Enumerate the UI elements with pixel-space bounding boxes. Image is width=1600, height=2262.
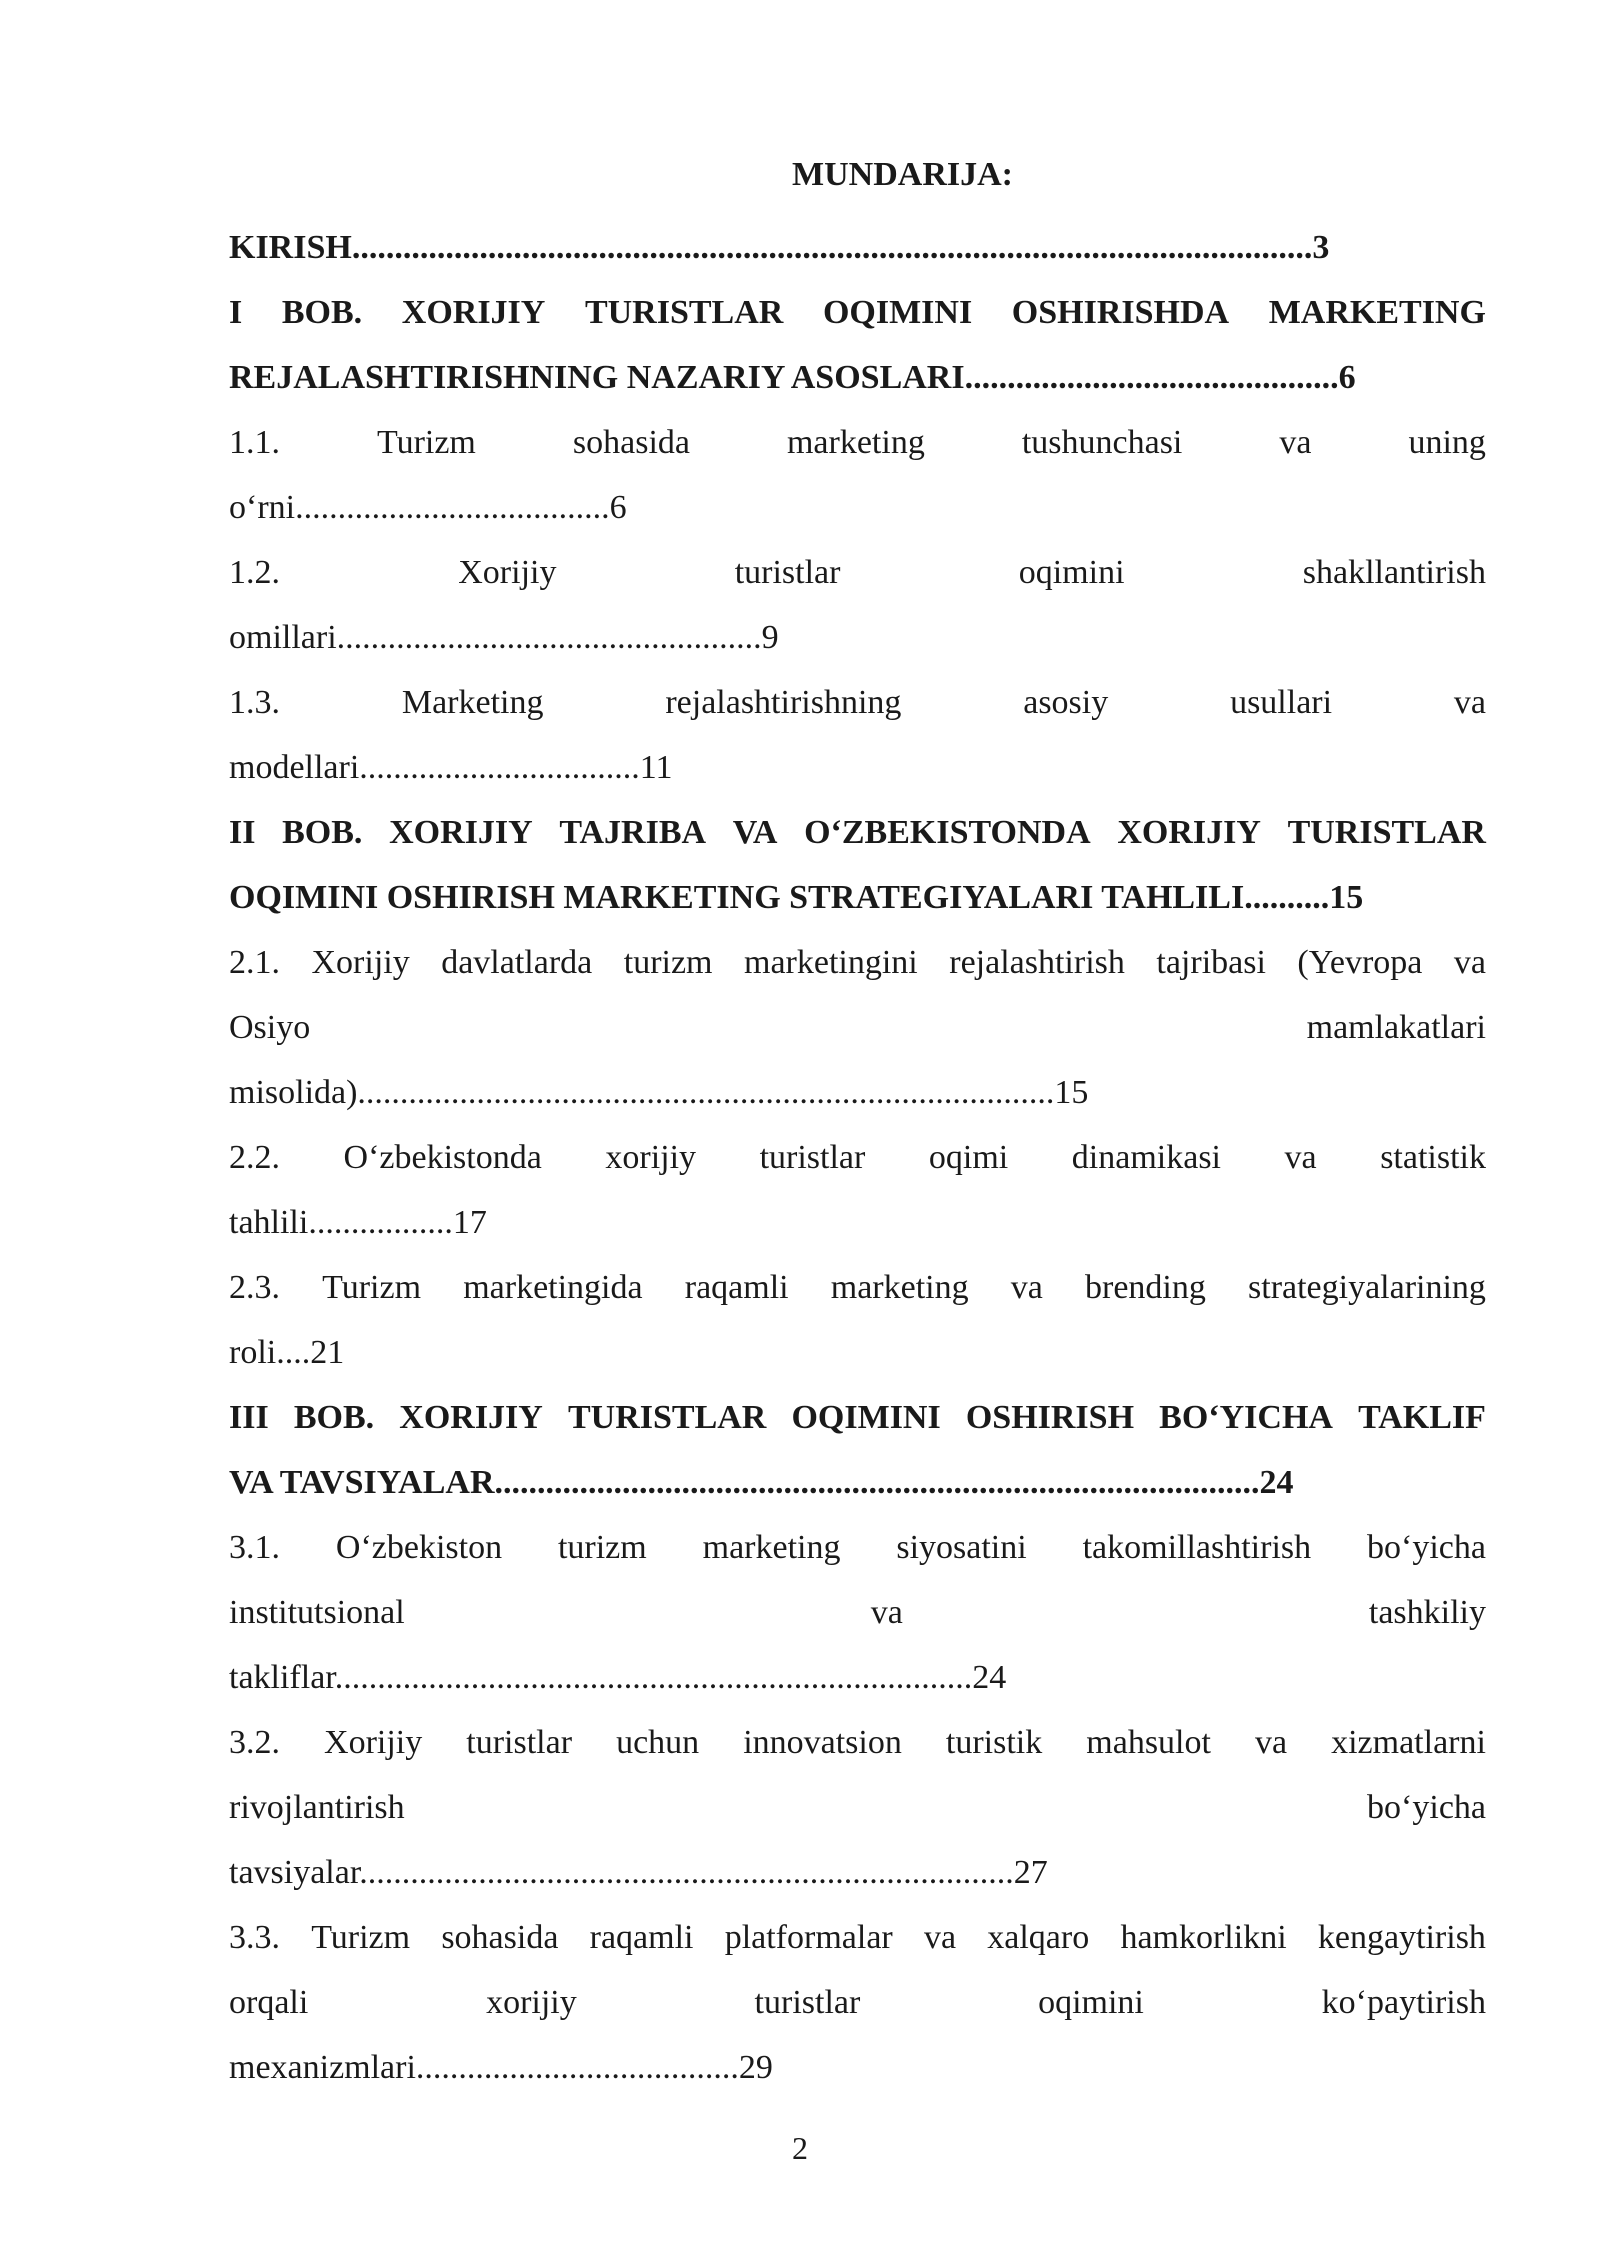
- toc-word: BO‘YICHA: [1159, 1399, 1333, 1436]
- toc-entry-1-1: [229, 410, 1486, 540]
- toc-word: uning: [1408, 424, 1486, 461]
- toc-word: Turizm: [322, 1269, 422, 1306]
- toc-line-justified: [229, 280, 1486, 345]
- toc-line: OQIMINI OSHIRISH MARKETING STRATEGIYALARI TAHLILI..........15: [229, 879, 1364, 916]
- toc-word: va: [923, 1919, 957, 1956]
- toc-word: Xorijiy: [324, 1724, 423, 1761]
- toc-line: REJALASHTIRISHNING NAZARIY ASOSLARI............................................6: [229, 359, 1356, 396]
- toc-word: II: [229, 814, 256, 851]
- toc-entry-3-1: [229, 1515, 1486, 1710]
- toc-line: omillari..................................................9: [229, 619, 779, 656]
- toc-word: va: [1254, 1724, 1288, 1761]
- toc-word: 2.3.: [229, 1269, 280, 1306]
- toc-word: Turizm: [377, 424, 476, 461]
- toc-line-justified: [229, 1970, 1486, 2035]
- toc-word: 1.3.: [229, 684, 280, 721]
- toc-line: modellari.................................11: [229, 749, 673, 786]
- toc-word: TURISTLAR: [584, 294, 784, 331]
- toc-line: takliflar...........................................................................24: [229, 1659, 1007, 1696]
- toc-word: BOB.: [281, 294, 363, 331]
- toc-word: I: [229, 294, 243, 331]
- toc-line-justified: [229, 1255, 1486, 1320]
- toc-word: dinamikasi: [1071, 1139, 1221, 1176]
- toc-line-justified: [229, 1905, 1486, 1970]
- toc-entry-3-2: [229, 1710, 1486, 1905]
- toc-line-justified: [229, 1775, 1486, 1840]
- toc-line: roli....21: [229, 1334, 345, 1371]
- toc-word: (Yevropa: [1297, 944, 1423, 981]
- toc-word: marketing: [702, 1529, 841, 1566]
- toc-line-justified: [229, 1125, 1486, 1190]
- toc-word: takomillashtirish: [1082, 1529, 1312, 1566]
- toc-word: BOB.: [293, 1399, 375, 1436]
- toc-line-justified: [229, 800, 1486, 865]
- toc-word: turizm: [623, 944, 713, 981]
- toc-word: xizmatlarni: [1331, 1724, 1486, 1761]
- toc-word: MARKETING: [1268, 294, 1486, 331]
- toc-word: marketingida: [463, 1269, 643, 1306]
- toc-word: va: [870, 1594, 903, 1631]
- toc-word: raqamli: [684, 1269, 789, 1306]
- toc-entry-2-2: [229, 1125, 1486, 1255]
- toc-word: shakllantirish: [1302, 554, 1486, 591]
- toc-word: sohasida: [572, 424, 690, 461]
- toc-word: rejalashtirishning: [665, 684, 902, 721]
- toc-entry-2-3: [229, 1255, 1486, 1385]
- toc-line-justified: [229, 670, 1486, 735]
- table-of-contents: [229, 215, 1486, 2100]
- toc-word: oqimini: [1018, 554, 1125, 591]
- page-number: 2: [792, 2130, 808, 2166]
- toc-entry-kirish: [229, 215, 1486, 280]
- toc-word: OSHIRISH: [965, 1399, 1135, 1436]
- toc-word: va: [1279, 424, 1312, 461]
- toc-word: sohasida: [441, 1919, 559, 1956]
- toc-line-justified: [229, 1710, 1486, 1775]
- toc-line-justified: [229, 995, 1486, 1060]
- toc-word: ko‘paytirish: [1321, 1984, 1486, 2021]
- toc-word: Turizm: [311, 1919, 411, 1956]
- toc-word: TAKLIF: [1358, 1399, 1486, 1436]
- toc-word: tajribasi: [1156, 944, 1266, 981]
- toc-word: TAJRIBA: [559, 814, 707, 851]
- toc-line: mexanizmlari......................................29: [229, 2049, 773, 2086]
- toc-word: oqimi: [928, 1139, 1009, 1176]
- toc-line-justified: [229, 930, 1486, 995]
- toc-word: marketing: [786, 424, 925, 461]
- toc-word: OSHIRISHDA: [1011, 294, 1230, 331]
- toc-word: siyosatini: [896, 1529, 1027, 1566]
- toc-word: O‘zbekistonda: [343, 1139, 542, 1176]
- toc-word: turistlar: [734, 554, 841, 591]
- toc-word: bo‘yicha: [1367, 1529, 1486, 1566]
- toc-word: BOB.: [282, 814, 363, 851]
- toc-line: misolida)..................................................................................15: [229, 1074, 1089, 1111]
- toc-word: turistlar: [466, 1724, 573, 1761]
- toc-word: asosiy: [1023, 684, 1109, 721]
- toc-word: va: [1453, 684, 1486, 721]
- toc-word: 3.3.: [229, 1919, 280, 1956]
- toc-word: va: [1284, 1139, 1317, 1176]
- toc-line-justified: [229, 1515, 1486, 1580]
- toc-entry-chapter-1: [229, 280, 1486, 410]
- toc-word: va: [1010, 1269, 1043, 1306]
- toc-word: O‘zbekiston: [335, 1529, 503, 1566]
- toc-word: xorijiy: [486, 1984, 577, 2021]
- toc-entry-1-2: [229, 540, 1486, 670]
- toc-word: statistik: [1380, 1139, 1486, 1176]
- toc-word: 1.1.: [229, 424, 280, 461]
- toc-word: oqimini: [1038, 1984, 1144, 2021]
- toc-word: OQIMINI: [791, 1399, 941, 1436]
- toc-word: turistik: [945, 1724, 1043, 1761]
- toc-word: institutsional: [229, 1594, 405, 1631]
- toc-word: Osiyo: [229, 1009, 311, 1046]
- toc-word: marketing: [830, 1269, 969, 1306]
- toc-line: KIRISH.................................................................................................................3: [229, 229, 1330, 266]
- toc-word: uchun: [616, 1724, 700, 1761]
- toc-word: hamkorlikni: [1120, 1919, 1287, 1956]
- toc-word: tashkiliy: [1368, 1594, 1486, 1631]
- toc-word: VA: [732, 814, 778, 851]
- toc-word: 1.2.: [229, 554, 280, 591]
- toc-entry-2-1: [229, 930, 1486, 1125]
- toc-line-justified: [229, 540, 1486, 605]
- toc-line: tahlili.................17: [229, 1204, 487, 1241]
- toc-word: XORIJIY: [399, 1399, 543, 1436]
- toc-word: III: [229, 1399, 269, 1436]
- toc-word: tushunchasi: [1021, 424, 1183, 461]
- toc-word: bo‘yicha: [1367, 1789, 1486, 1826]
- toc-word: rivojlantirish: [229, 1789, 405, 1826]
- toc-title: MUNDARIJA:: [792, 156, 1013, 193]
- toc-word: turizm: [557, 1529, 647, 1566]
- toc-word: xalqaro: [987, 1919, 1090, 1956]
- toc-word: orqali: [229, 1984, 309, 2021]
- toc-word: marketingini: [744, 944, 918, 981]
- toc-line: VA TAVSIYALAR..........................................................................................24: [229, 1464, 1294, 1501]
- toc-word: turistlar: [759, 1139, 866, 1176]
- toc-word: mamlakatlari: [1306, 1009, 1486, 1046]
- toc-entry-chapter-2: [229, 800, 1486, 930]
- toc-word: platformalar: [724, 1919, 893, 1956]
- toc-word: xorijiy: [605, 1139, 697, 1176]
- toc-line-justified: [229, 1385, 1486, 1450]
- toc-word: XORIJIY: [389, 814, 533, 851]
- toc-word: davlatlarda: [441, 944, 593, 981]
- toc-word: XORIJIY: [401, 294, 546, 331]
- toc-word: 2.2.: [229, 1139, 280, 1176]
- toc-word: rejalashtirish: [949, 944, 1125, 981]
- toc-word: turistlar: [754, 1984, 861, 2021]
- toc-word: brending: [1085, 1269, 1206, 1306]
- toc-word: usullari: [1230, 684, 1333, 721]
- toc-word: TURISTLAR: [1287, 814, 1486, 851]
- toc-entry-1-3: [229, 670, 1486, 800]
- toc-entry-3-3: [229, 1905, 1486, 2100]
- toc-word: 3.2.: [229, 1724, 280, 1761]
- toc-line-justified: [229, 1580, 1486, 1645]
- toc-line: tavsiyalar.............................................................................27: [229, 1854, 1048, 1891]
- toc-word: XORIJIY: [1117, 814, 1261, 851]
- toc-word: strategiyalarining: [1248, 1269, 1486, 1306]
- toc-word: Xorijiy: [311, 944, 410, 981]
- toc-word: TURISTLAR: [567, 1399, 767, 1436]
- toc-word: 3.1.: [229, 1529, 280, 1566]
- toc-word: 2.1.: [229, 944, 280, 981]
- toc-word: kengaytirish: [1317, 1919, 1486, 1956]
- toc-line: o‘rni.....................................6: [229, 489, 627, 526]
- toc-word: mahsulot: [1086, 1724, 1211, 1761]
- toc-entry-chapter-3: [229, 1385, 1486, 1515]
- toc-word: Marketing: [401, 684, 544, 721]
- toc-word: OQIMINI: [822, 294, 973, 331]
- toc-word: innovatsion: [743, 1724, 902, 1761]
- toc-line-justified: [229, 410, 1486, 475]
- toc-word: va: [1453, 944, 1486, 981]
- toc-word: Xorijiy: [458, 554, 557, 591]
- toc-word: O‘ZBEKISTONDA: [804, 814, 1091, 851]
- toc-word: raqamli: [589, 1919, 694, 1956]
